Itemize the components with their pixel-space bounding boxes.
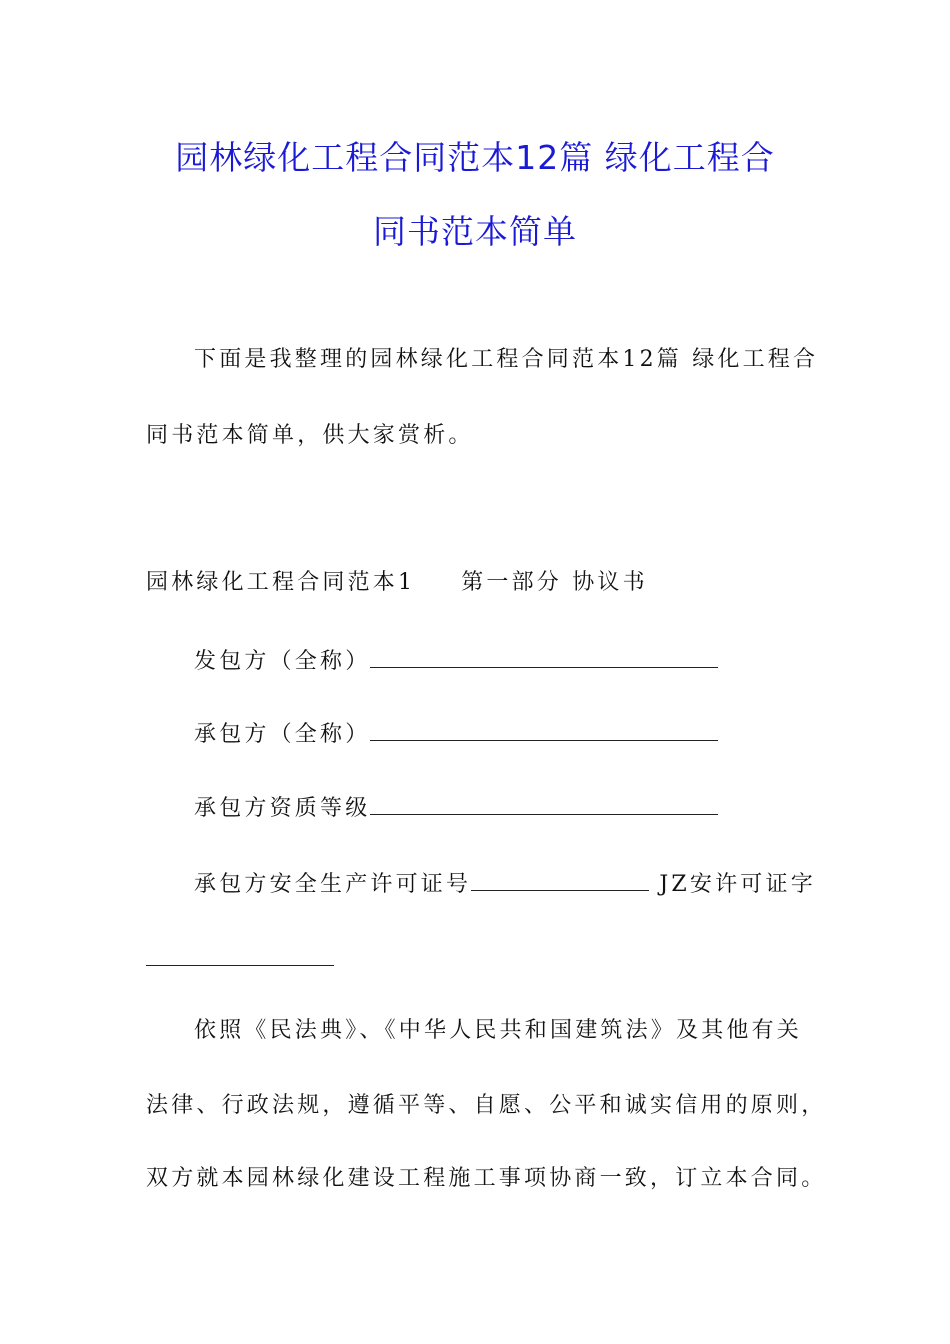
intro-line-1: 下面是我整理的园林绿化工程合同范本12篇 绿化工程合 xyxy=(194,347,819,372)
employer-field-row xyxy=(194,645,718,677)
employer-label: 发包方（全称） xyxy=(194,649,371,674)
contractor-blank xyxy=(370,718,718,741)
section-heading: 园林绿化工程合同范本1 xyxy=(146,570,416,595)
document-title-line-2: 同书范本简单 xyxy=(373,212,577,251)
employer-blank xyxy=(370,645,718,668)
contractor-label: 承包方（全称） xyxy=(194,722,371,747)
section-heading-row xyxy=(146,568,648,598)
license-suffix-label: JZ安许可证字 xyxy=(659,872,816,897)
license-number-blank xyxy=(146,943,334,966)
contractor-field-row xyxy=(194,718,718,750)
part-heading: 第一部分 协议书 xyxy=(461,570,648,595)
intro-line-2: 同书范本简单，供大家赏析。 xyxy=(146,423,474,448)
qualification-blank xyxy=(370,792,718,815)
body-line-3: 双方就本园林绿化建设工程施工事项协商一致，订立本合同。 xyxy=(146,1166,827,1191)
safety-license-label: 承包方安全生产许可证号 xyxy=(194,872,472,897)
body-line-2: 法律、行政法规，遵循平等、自愿、公平和诚实信用的原则， xyxy=(146,1093,827,1118)
safety-license-blank xyxy=(471,868,649,891)
qualification-field-row xyxy=(194,792,718,824)
document-title-line-1: 园林绿化工程合同范本12篇 绿化工程合 xyxy=(175,138,775,177)
safety-license-field-row xyxy=(194,868,816,900)
qualification-label: 承包方资质等级 xyxy=(194,796,371,821)
body-line-1: 依照《民法典》、《中华人民共和国建筑法》及其他有关 xyxy=(194,1018,803,1043)
